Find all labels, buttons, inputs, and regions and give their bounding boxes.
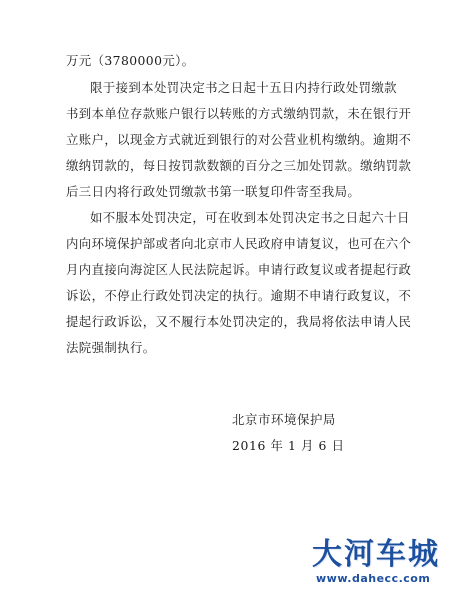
paragraph-3-line-5: 提起行政诉讼，又不履行本处罚决定的，我局将依法申请人民 <box>66 314 412 329</box>
paragraph-3-line-3: 月内直接向海淀区人民法院起诉。申请行政复议或者提起行政 <box>66 262 412 277</box>
issuer-name: 北京市环境保护局 <box>232 412 336 427</box>
paragraph-3-line-6: 法院强制执行。 <box>66 340 156 355</box>
paragraph-2-line-5: 后三日内将行政处罚缴款书第一联复印件寄至我局。 <box>66 184 361 199</box>
paragraph-1-line-1: 万元（3780000元）。 <box>66 53 195 68</box>
watermark-url: www.dahecc.com <box>316 572 431 585</box>
paragraph-3-line-4: 诉讼，不停止行政处罚决定的执行。逾期不申请行政复议，不 <box>66 288 412 303</box>
paragraph-2-line-2: 书到本单位存款账户银行以转账的方式缴纳罚款，未在银行开 <box>66 106 412 121</box>
issue-date: 2016 年 1 月 6 日 <box>232 438 345 453</box>
site-watermark <box>300 536 450 592</box>
paragraph-2-line-1: 限于接到本处罚决定书之日起十五日内持行政处罚缴款 <box>90 80 397 95</box>
paragraph-2-line-3: 立账户，以现金方式就近到银行的对公营业机构缴纳。逾期不 <box>66 132 412 147</box>
paragraph-3-line-1: 如不服本处罚决定，可在收到本处罚决定书之日起六十日 <box>90 210 410 225</box>
paragraph-3-line-2: 内向环境保护部或者向北京市人民政府申请复议，也可在六个 <box>66 236 412 251</box>
paragraph-2-line-4: 缴纳罚款的，每日按罚款数额的百分之三加处罚款。缴纳罚款 <box>66 158 412 173</box>
watermark-site-name: 大河车城 <box>312 537 440 572</box>
